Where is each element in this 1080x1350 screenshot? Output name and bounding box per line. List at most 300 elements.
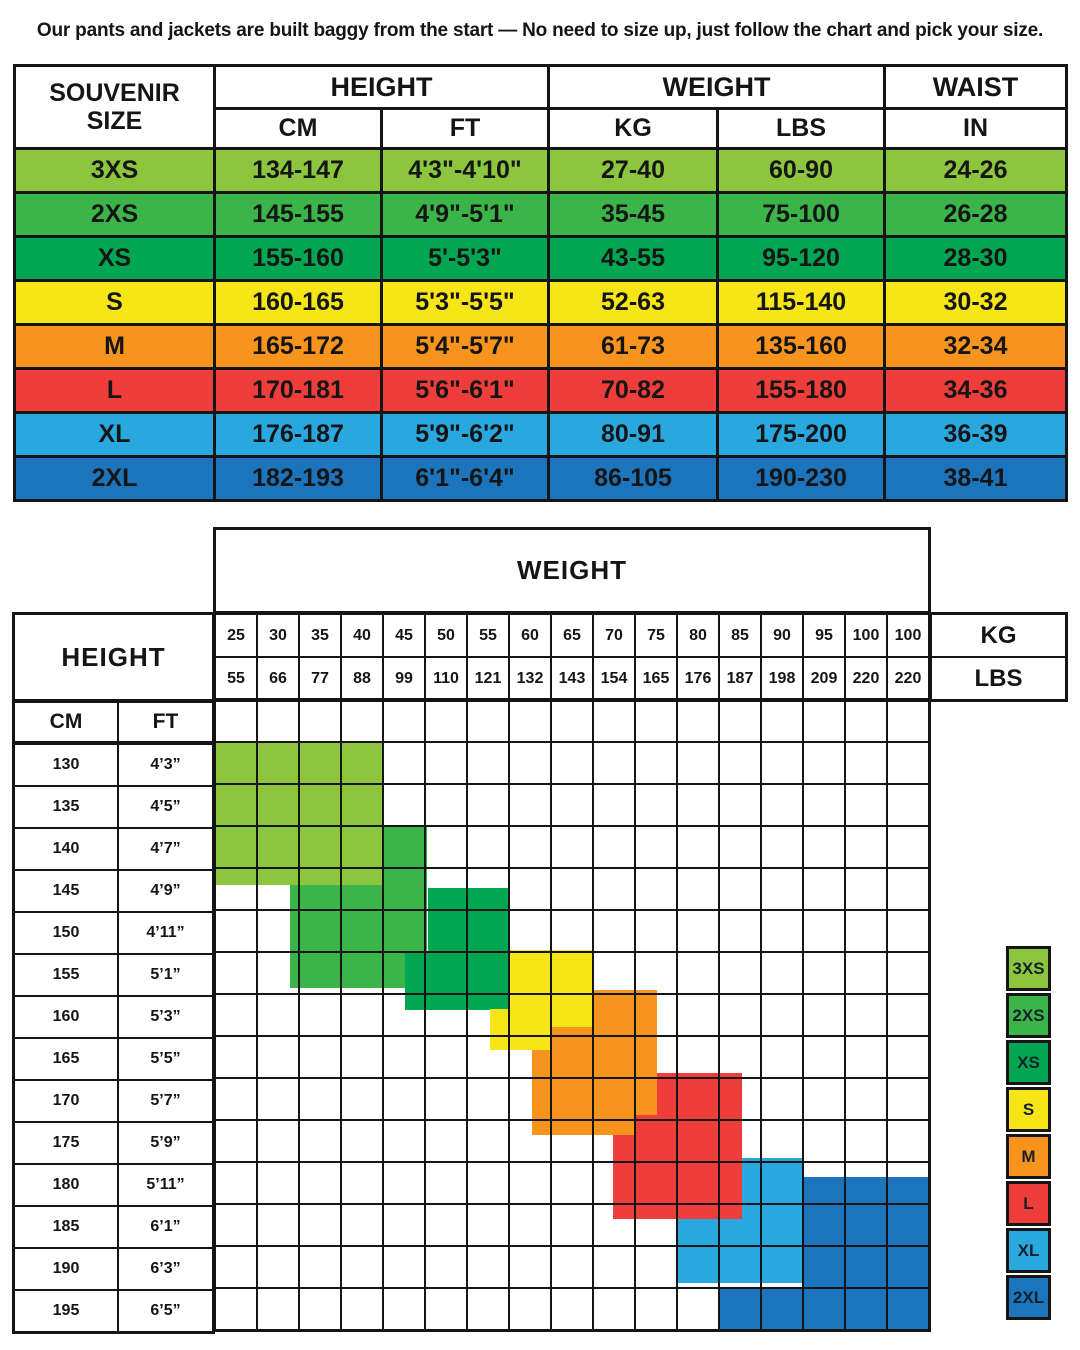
lbs-unit-label: LBS — [931, 657, 1066, 700]
grid-cell — [677, 1162, 719, 1204]
grid-cell — [845, 910, 887, 952]
grid-cell — [215, 952, 257, 994]
grid-cell — [509, 1288, 551, 1330]
grid-cell — [803, 1036, 845, 1078]
legend-swatch-XL: XL — [1006, 1228, 1051, 1273]
grid-cell — [719, 1288, 761, 1330]
ft-column-header: FT — [118, 702, 213, 742]
waist-in-range: 34-36 — [885, 369, 1067, 413]
grid-cell — [845, 700, 887, 742]
grid-cell — [551, 1204, 593, 1246]
grid-cell — [467, 784, 509, 826]
grid-cell — [719, 1204, 761, 1246]
grid-cell — [635, 1120, 677, 1162]
grid-cell — [677, 994, 719, 1036]
grid-cell — [257, 1246, 299, 1288]
grid-cell — [593, 826, 635, 868]
grid-cell — [551, 1036, 593, 1078]
grid-cell — [719, 952, 761, 994]
grid-cell — [677, 700, 719, 742]
corner-line1: SOUVENIR — [49, 79, 180, 107]
grid-cell — [803, 700, 845, 742]
height-ft-value: 5’5” — [118, 1038, 213, 1080]
height-cm-value: 190 — [14, 1248, 118, 1290]
grid-cell — [383, 952, 425, 994]
grid-cell — [425, 910, 467, 952]
size-legend — [1006, 946, 1051, 1320]
lbs-value: 154 — [593, 657, 635, 700]
grid-cell — [635, 1204, 677, 1246]
weight-lbs-range: 115-140 — [718, 281, 885, 325]
grid-cell — [887, 952, 929, 994]
lbs-value: 77 — [299, 657, 341, 700]
grid-cell — [845, 1078, 887, 1120]
size-row-S — [15, 281, 1067, 325]
height-cm-range: 155-160 — [215, 237, 382, 281]
grid-cell — [341, 742, 383, 784]
waist-in-range: 36-39 — [885, 413, 1067, 457]
grid-cell — [509, 700, 551, 742]
grid-cell — [761, 742, 803, 784]
height-cm-value: 160 — [14, 996, 118, 1038]
weight-kg-range: 80-91 — [549, 413, 718, 457]
size-row-M — [15, 325, 1067, 369]
lbs-value: 220 — [887, 657, 929, 700]
weight-lbs-range: 135-160 — [718, 325, 885, 369]
grid-cell — [509, 952, 551, 994]
lbs-value: 220 — [845, 657, 887, 700]
waist-in-range: 38-41 — [885, 457, 1067, 501]
grid-cell — [425, 1288, 467, 1330]
grid-cell — [635, 1288, 677, 1330]
height-ft-value: 6’3” — [118, 1248, 213, 1290]
grid-cell — [887, 826, 929, 868]
height-cm-value: 185 — [14, 1206, 118, 1248]
height-ft-value: 4’9” — [118, 870, 213, 912]
grid-cell — [509, 1246, 551, 1288]
grid-cell — [383, 1288, 425, 1330]
grid-cell — [635, 1078, 677, 1120]
grid-cell — [719, 1120, 761, 1162]
grid-cell — [593, 1246, 635, 1288]
grid-cell — [299, 1036, 341, 1078]
size-row-L — [15, 369, 1067, 413]
grid-cell — [257, 826, 299, 868]
grid-cell — [341, 994, 383, 1036]
legend-swatch-2XS: 2XS — [1006, 993, 1051, 1038]
grid-cell — [509, 742, 551, 784]
grid-cell — [887, 1078, 929, 1120]
grid-cell — [551, 1246, 593, 1288]
grid-cell — [425, 700, 467, 742]
grid-cell — [845, 1120, 887, 1162]
grid-cell — [341, 826, 383, 868]
grid-cell — [593, 952, 635, 994]
grid-cell — [887, 700, 929, 742]
height-ft-range: 4'3"-4'10" — [382, 149, 549, 193]
grid-cell — [467, 1036, 509, 1078]
height-ft-value: 5’3” — [118, 996, 213, 1038]
grid-cell — [845, 994, 887, 1036]
grid-cell — [257, 1204, 299, 1246]
grid-cell — [761, 784, 803, 826]
grid-cell — [761, 1204, 803, 1246]
height-cm-value: 145 — [14, 870, 118, 912]
weight-kg-range: 86-105 — [549, 457, 718, 501]
height-cm-range: 176-187 — [215, 413, 382, 457]
lbs-value: 55 — [215, 657, 257, 700]
grid-cell — [803, 1120, 845, 1162]
lbs-value: 209 — [803, 657, 845, 700]
size-label: XS — [15, 237, 215, 281]
weight-kg-range: 35-45 — [549, 193, 718, 237]
height-cm-range: 160-165 — [215, 281, 382, 325]
height-ft-value: 6’5” — [118, 1290, 213, 1332]
grid-cell — [845, 1204, 887, 1246]
grid-cell — [215, 1120, 257, 1162]
weight-lbs-range: 190-230 — [718, 457, 885, 501]
grid-cell — [215, 826, 257, 868]
grid-cell — [551, 868, 593, 910]
grid-cell — [887, 1246, 929, 1288]
grid-cell — [635, 952, 677, 994]
grid-cell — [635, 994, 677, 1036]
height-cm-value: 155 — [14, 954, 118, 996]
grid-cell — [299, 1204, 341, 1246]
grid-cell — [299, 826, 341, 868]
height-rows — [12, 742, 215, 1334]
weight-lbs-range: 175-200 — [718, 413, 885, 457]
grid-cell — [215, 1288, 257, 1330]
weight-axis-title: WEIGHT — [213, 527, 931, 614]
grid-cell — [803, 1204, 845, 1246]
grid-cell — [341, 952, 383, 994]
grid-cell — [383, 700, 425, 742]
height-ft-value: 5’11” — [118, 1164, 213, 1206]
grid-cell — [425, 1078, 467, 1120]
grid-cell — [509, 1078, 551, 1120]
grid-cell — [635, 784, 677, 826]
height-ft-value: 6’1” — [118, 1206, 213, 1248]
grid-cell — [761, 1078, 803, 1120]
lbs-value: 132 — [509, 657, 551, 700]
lbs-value: 121 — [467, 657, 509, 700]
height-cm-value: 195 — [14, 1290, 118, 1332]
grid-cell — [551, 1288, 593, 1330]
grid-cell — [551, 1120, 593, 1162]
kg-value: 40 — [341, 614, 383, 657]
souvenir-size-table — [13, 64, 1068, 502]
grid-cell — [719, 868, 761, 910]
grid-cell — [383, 868, 425, 910]
grid-cell — [383, 910, 425, 952]
waist-in-range: 24-26 — [885, 149, 1067, 193]
grid-cell — [845, 784, 887, 826]
size-row-XL — [15, 413, 1067, 457]
grid-cell — [299, 742, 341, 784]
grid-cell — [803, 868, 845, 910]
height-cm-value: 180 — [14, 1164, 118, 1206]
grid-cell — [215, 1204, 257, 1246]
grid-cell — [719, 1036, 761, 1078]
grid-cell — [257, 1120, 299, 1162]
grid-cell — [383, 1036, 425, 1078]
grid-cell — [467, 1204, 509, 1246]
grid-cell — [719, 1078, 761, 1120]
grid-cell — [719, 742, 761, 784]
kg-value: 50 — [425, 614, 467, 657]
grid-cell — [551, 1162, 593, 1204]
grid-cell — [845, 1288, 887, 1330]
grid-cell — [677, 952, 719, 994]
grid-cell — [593, 1120, 635, 1162]
grid-cell — [845, 742, 887, 784]
height-ft-value: 4’7” — [118, 828, 213, 870]
grid-cell — [341, 700, 383, 742]
kg-value: 100 — [845, 614, 887, 657]
grid-cell — [845, 1162, 887, 1204]
grid-cell — [845, 826, 887, 868]
grid-cell — [635, 868, 677, 910]
grid-cell — [887, 1036, 929, 1078]
grid-cell — [215, 1162, 257, 1204]
legend-swatch-XS: XS — [1006, 1040, 1051, 1085]
grid-cell — [299, 1288, 341, 1330]
grid-cell — [257, 1078, 299, 1120]
grid-cell — [719, 910, 761, 952]
grid-cell — [677, 742, 719, 784]
grid-cell — [299, 1246, 341, 1288]
grid-cell — [215, 994, 257, 1036]
height-cm-value: 165 — [14, 1038, 118, 1080]
grid-cell — [257, 700, 299, 742]
grid-cell — [383, 742, 425, 784]
grid-cell — [635, 742, 677, 784]
grid-cell — [341, 1162, 383, 1204]
grid-cell — [299, 700, 341, 742]
grid-cell — [509, 1204, 551, 1246]
grid-cell — [593, 1078, 635, 1120]
height-ft-value: 4’11” — [118, 912, 213, 954]
grid-cell — [383, 826, 425, 868]
kg-value: 95 — [803, 614, 845, 657]
grid-cell — [761, 952, 803, 994]
grid-cell — [593, 994, 635, 1036]
legend-swatch-M: M — [1006, 1134, 1051, 1179]
weight-lbs-range: 60-90 — [718, 149, 885, 193]
grid-cell — [341, 1120, 383, 1162]
grid-cell — [677, 1288, 719, 1330]
kg-value: 60 — [509, 614, 551, 657]
kg-value: 35 — [299, 614, 341, 657]
grid-cell — [677, 784, 719, 826]
grid-cell — [383, 784, 425, 826]
lbs-value: 99 — [383, 657, 425, 700]
height-cm-range: 134-147 — [215, 149, 382, 193]
height-cm-value: 170 — [14, 1080, 118, 1122]
grid-cell — [383, 1078, 425, 1120]
waist-in-range: 32-34 — [885, 325, 1067, 369]
grid-cell — [425, 1120, 467, 1162]
grid-cell — [887, 1204, 929, 1246]
grid-cell — [551, 910, 593, 952]
grid-cell — [761, 700, 803, 742]
grid-cell — [635, 1162, 677, 1204]
height-ft-value: 5’1” — [118, 954, 213, 996]
waist-in-range: 30-32 — [885, 281, 1067, 325]
grid-cell — [593, 784, 635, 826]
grid-cell — [677, 868, 719, 910]
grid-cell — [425, 952, 467, 994]
grid-cell — [257, 994, 299, 1036]
grid-cell — [509, 1120, 551, 1162]
ft-subheader: FT — [382, 109, 549, 149]
height-ft-range: 6'1"-6'4" — [382, 457, 549, 501]
weight-height-grid — [213, 698, 931, 1332]
weight-kg-range: 70-82 — [549, 369, 718, 413]
grid-cell — [593, 868, 635, 910]
grid-cell — [383, 1162, 425, 1204]
size-label: L — [15, 369, 215, 413]
grid-cell — [761, 1288, 803, 1330]
grid-cell — [719, 994, 761, 1036]
grid-cell — [467, 1078, 509, 1120]
grid-cell — [299, 952, 341, 994]
grid-cell — [467, 1120, 509, 1162]
grid-cell — [299, 1078, 341, 1120]
grid-cell — [845, 1246, 887, 1288]
grid-cell — [887, 742, 929, 784]
kg-value: 85 — [719, 614, 761, 657]
height-ft-range: 5'3"-5'5" — [382, 281, 549, 325]
grid-cell — [215, 868, 257, 910]
grid-cell — [803, 1288, 845, 1330]
grid-cell — [803, 994, 845, 1036]
grid-cell — [425, 1246, 467, 1288]
height-axis-title: HEIGHT — [12, 612, 215, 702]
grid-cell — [383, 1120, 425, 1162]
lbs-value: 165 — [635, 657, 677, 700]
grid-cell — [719, 826, 761, 868]
kg-value: 100 — [887, 614, 929, 657]
grid-cell — [467, 952, 509, 994]
grid-cell — [719, 1162, 761, 1204]
grid-cell — [551, 994, 593, 1036]
grid-cell — [215, 700, 257, 742]
grid-cell — [299, 868, 341, 910]
grid-cell — [467, 700, 509, 742]
grid-cell — [761, 826, 803, 868]
grid-cell — [383, 1246, 425, 1288]
height-ft-value: 5’9” — [118, 1122, 213, 1164]
height-cm-value: 130 — [14, 744, 118, 786]
in-subheader: IN — [885, 109, 1067, 149]
grid-cell — [299, 1162, 341, 1204]
size-label: M — [15, 325, 215, 369]
height-ft-value: 5’7” — [118, 1080, 213, 1122]
grid-cell — [257, 1288, 299, 1330]
corner-header — [15, 66, 215, 149]
grid-cell — [257, 1036, 299, 1078]
lbs-value: 66 — [257, 657, 299, 700]
corner-line2: SIZE — [86, 107, 143, 135]
grid-cell — [761, 868, 803, 910]
grid-cell — [383, 994, 425, 1036]
grid-cell — [257, 742, 299, 784]
grid-cell — [719, 1246, 761, 1288]
grid-cell — [719, 784, 761, 826]
grid-cell — [425, 868, 467, 910]
grid-cell — [593, 1036, 635, 1078]
weight-unit-labels — [929, 612, 1068, 702]
grid-cell — [887, 784, 929, 826]
grid-cell — [425, 742, 467, 784]
grid-cell — [215, 784, 257, 826]
grid-cell — [509, 784, 551, 826]
grid-cell — [551, 784, 593, 826]
grid-cell — [593, 1288, 635, 1330]
kg-value: 55 — [467, 614, 509, 657]
grid-cell — [257, 952, 299, 994]
grid-cell — [887, 994, 929, 1036]
grid-cell — [635, 1246, 677, 1288]
lbs-value: 143 — [551, 657, 593, 700]
grid-cell — [467, 742, 509, 784]
grid-cell — [635, 910, 677, 952]
lbs-value: 198 — [761, 657, 803, 700]
size-row-XS — [15, 237, 1067, 281]
kg-value: 75 — [635, 614, 677, 657]
grid-cell — [593, 1162, 635, 1204]
kg-value: 65 — [551, 614, 593, 657]
legend-swatch-3XS: 3XS — [1006, 946, 1051, 991]
grid-cell — [467, 868, 509, 910]
weight-kg-range: 61-73 — [549, 325, 718, 369]
grid-cell — [467, 1162, 509, 1204]
grid-cell — [425, 1162, 467, 1204]
legend-swatch-L: L — [1006, 1181, 1051, 1226]
grid-cell — [509, 994, 551, 1036]
height-cm-value: 135 — [14, 786, 118, 828]
weight-group-header: WEIGHT — [549, 66, 885, 109]
size-label: 3XS — [15, 149, 215, 193]
height-column-headers — [12, 700, 215, 744]
grid-cell — [761, 910, 803, 952]
grid-cell — [509, 1162, 551, 1204]
kg-value: 90 — [761, 614, 803, 657]
grid-cell — [551, 826, 593, 868]
grid-cell — [383, 1204, 425, 1246]
weight-header-grid — [213, 612, 931, 702]
grid-cell — [803, 784, 845, 826]
grid-cell — [509, 910, 551, 952]
grid-cell — [677, 1036, 719, 1078]
cm-subheader: CM — [215, 109, 382, 149]
lbs-value: 110 — [425, 657, 467, 700]
kg-value: 70 — [593, 614, 635, 657]
grid-cell — [425, 1204, 467, 1246]
grid-cell — [341, 1288, 383, 1330]
grid-cell — [593, 1204, 635, 1246]
grid-cell — [257, 868, 299, 910]
grid-cell — [299, 784, 341, 826]
grid-cell — [887, 1162, 929, 1204]
grid-cell — [467, 826, 509, 868]
intro-note: Our pants and jackets are built baggy from the start — No need to size up, just follow the chart and pick your size. — [36, 20, 1044, 41]
size-row-3XS — [15, 149, 1067, 193]
grid-cell — [761, 994, 803, 1036]
height-cm-range: 145-155 — [215, 193, 382, 237]
